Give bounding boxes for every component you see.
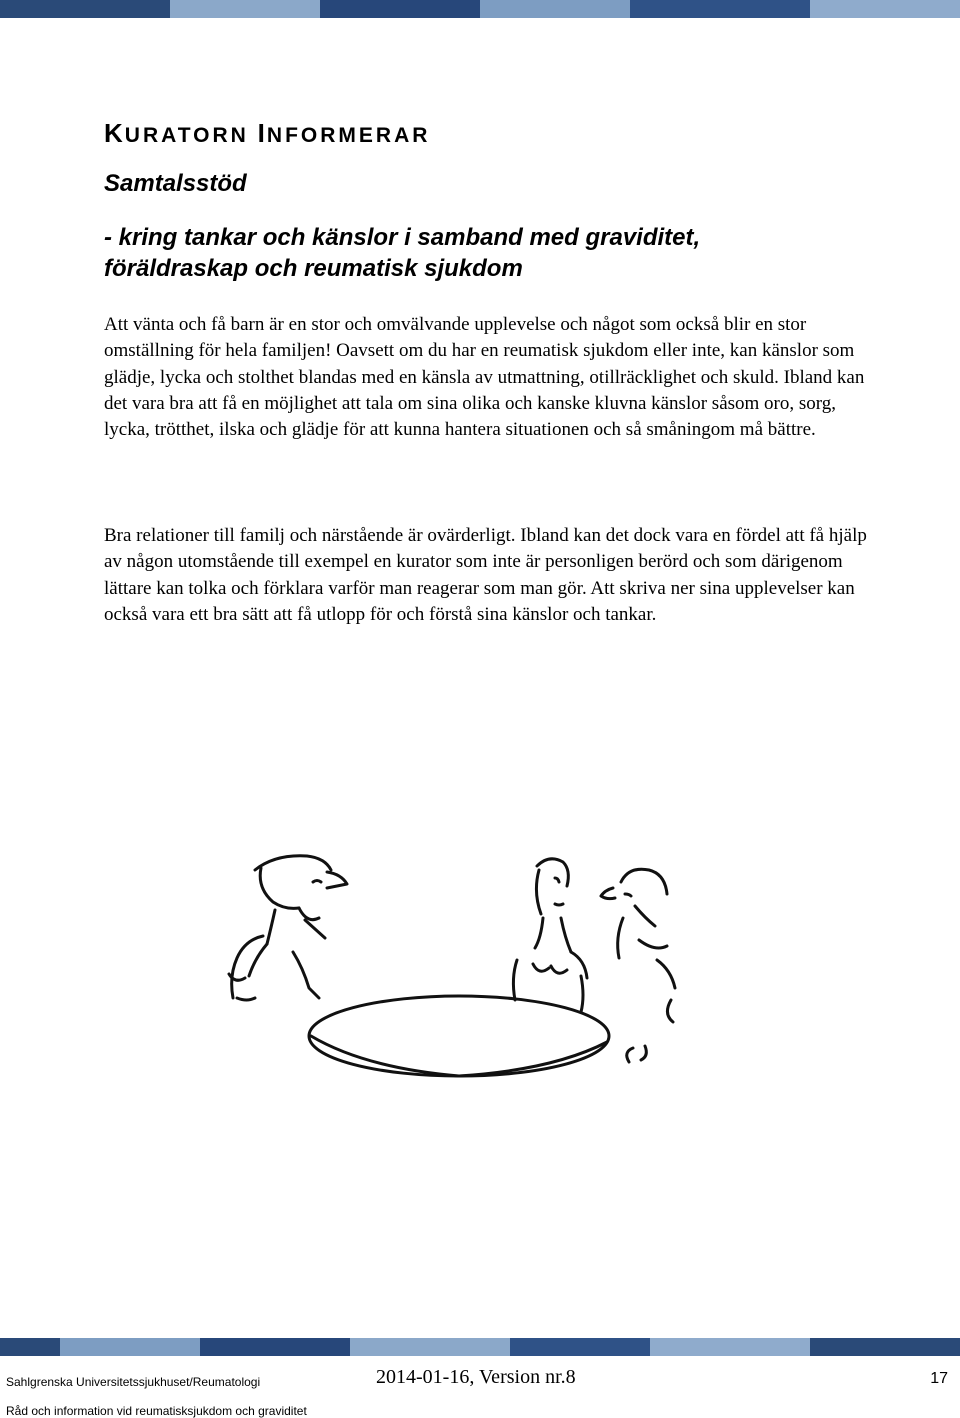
left-figure — [229, 856, 347, 1000]
footer-organization: Sahlgrenska Universitetssjukhuset/Reumatologi — [6, 1375, 261, 1389]
round-table — [309, 996, 609, 1076]
top-decorative-band — [0, 0, 960, 18]
footer-version: 2014-01-16, Version nr.8 — [376, 1366, 576, 1388]
body-paragraph-1: Att vänta och få barn är en stor och omvälvande upplevelse och något som också blir en stor omställning för hela familjen! Oavsett om du har en reumatisk sjukdom eller inte, kan känslor som glädje, lycka och stolthet blandas med en känsla av utmattning, otillräcklighet och skuld. Ibland kan det vara bra att få en möjlighet att tala om sina olika och kanske kluvna känslor såsom oro, sorg, lycka, trötthet, ilska och glädje för att kunna hantera situationen och så småningom må bättre. — [104, 314, 865, 441]
right-figure — [601, 869, 675, 1062]
subtitle-line-1: - kring tankar och känslor i samband med graviditet, — [104, 224, 701, 251]
subtitle-line-2: föräldraskap och reumatisk sjukdom — [104, 255, 523, 282]
middle-figure — [513, 859, 587, 1012]
bottom-decorative-band — [0, 1338, 960, 1356]
section-kicker: KURATORN INFORMERAR — [104, 118, 431, 148]
body-paragraph-2: Bra relationer till familj och närstående är ovärderligt. Ibland kan det dock vara en fördel att få hjälp av någon utomstående till exempel en kurator som inte är personligen berörd och som därigenom lättare kan tolka och förklara varför man reagerar som man gör. Att skriva ner sina upplevelser kan också vara ett bra sätt att få utlopp för och förstå sina känslor och tankar. — [104, 525, 867, 625]
page-subtitle — [104, 222, 864, 284]
page-title: Samtalsstöd — [104, 170, 247, 197]
footer-document-title: Råd och information vid reumatisksjukdom och graviditet — [6, 1404, 307, 1418]
people-around-table-drawing — [215, 848, 715, 1088]
page-number: 17 — [930, 1370, 948, 1387]
